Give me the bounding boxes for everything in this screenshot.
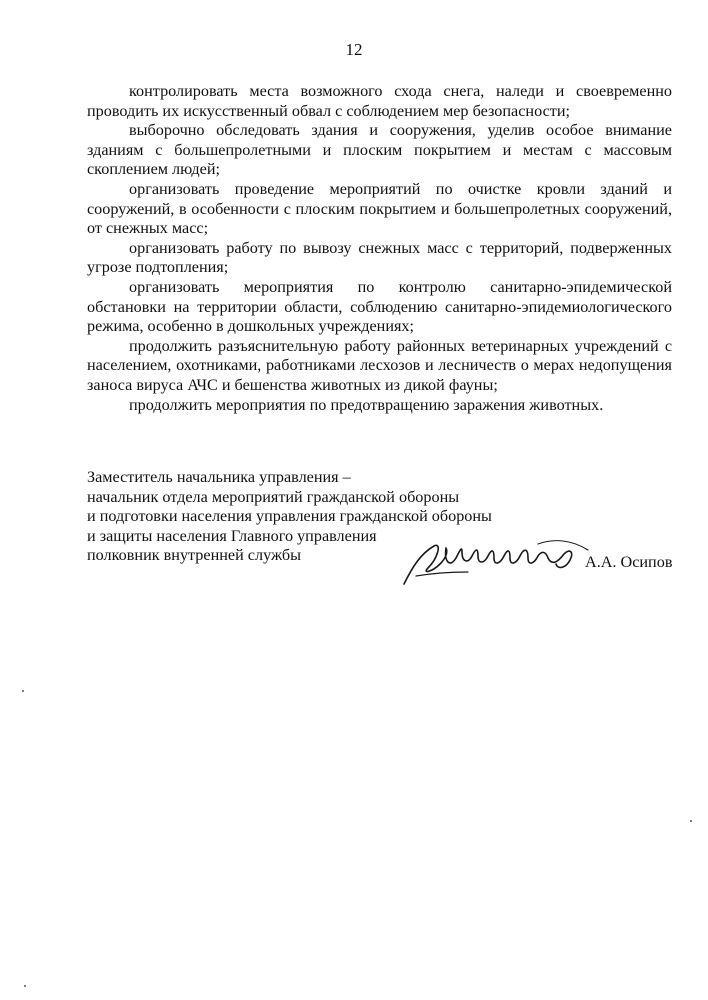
paragraph: организовать мероприятия по контролю санитарно-эпидемической обстановки на территории области, соблюдению санитарно-эпидемиологического режима, особенно в дошкольных учреждениях;	[87, 277, 672, 336]
signatory-name: А.А. Осипов	[585, 553, 673, 571]
signatory-title-line: и защиты населения Главного управления	[87, 526, 377, 545]
paragraph: продолжить мероприятия по предотвращению заражения животных.	[129, 395, 604, 414]
page-number: 12	[345, 40, 363, 59]
signatory-title-line: Заместитель начальника управления –	[87, 468, 351, 486]
paragraph: выборочно обследовать здания и сооружения, уделив особое внимание зданиям с большепролетными и плоским покрытием и местам с массовым скоплением людей;	[87, 121, 672, 179]
paragraph: организовать работу по вывозу снежных масс с территорий, подверженных угрозе подтопления;	[87, 238, 672, 277]
signatory-title-line: начальник отдела мероприятий гражданской обороны	[87, 487, 460, 506]
scan-speck	[24, 985, 26, 987]
scan-speck	[22, 690, 24, 692]
signatory-title-line: и подготовки населения управления гражданской обороны	[87, 507, 492, 526]
paragraph: организовать проведение мероприятий по очистке кровли зданий и сооружений, в особенности с плоским покрытием и большепролетных сооружений, от снежных масс;	[87, 179, 672, 238]
scan-speck	[690, 820, 692, 822]
document-body	[87, 82, 672, 415]
paragraph: контролировать места возможного схода снега, наледи и своевременно проводить их искусственный обвал с соблюдением мер безопасности;	[87, 82, 672, 120]
paragraph: продолжить разъяснительную работу районных ветеринарных учреждений с населением, охотниками, работниками лесхозов и лесничеств о мерах недопущения заноса вируса АЧС и бешенства животных из дикой фауны;	[87, 336, 672, 394]
handwritten-signature	[398, 528, 608, 593]
signatory-title-line: полковник внутренней службы	[87, 546, 302, 565]
